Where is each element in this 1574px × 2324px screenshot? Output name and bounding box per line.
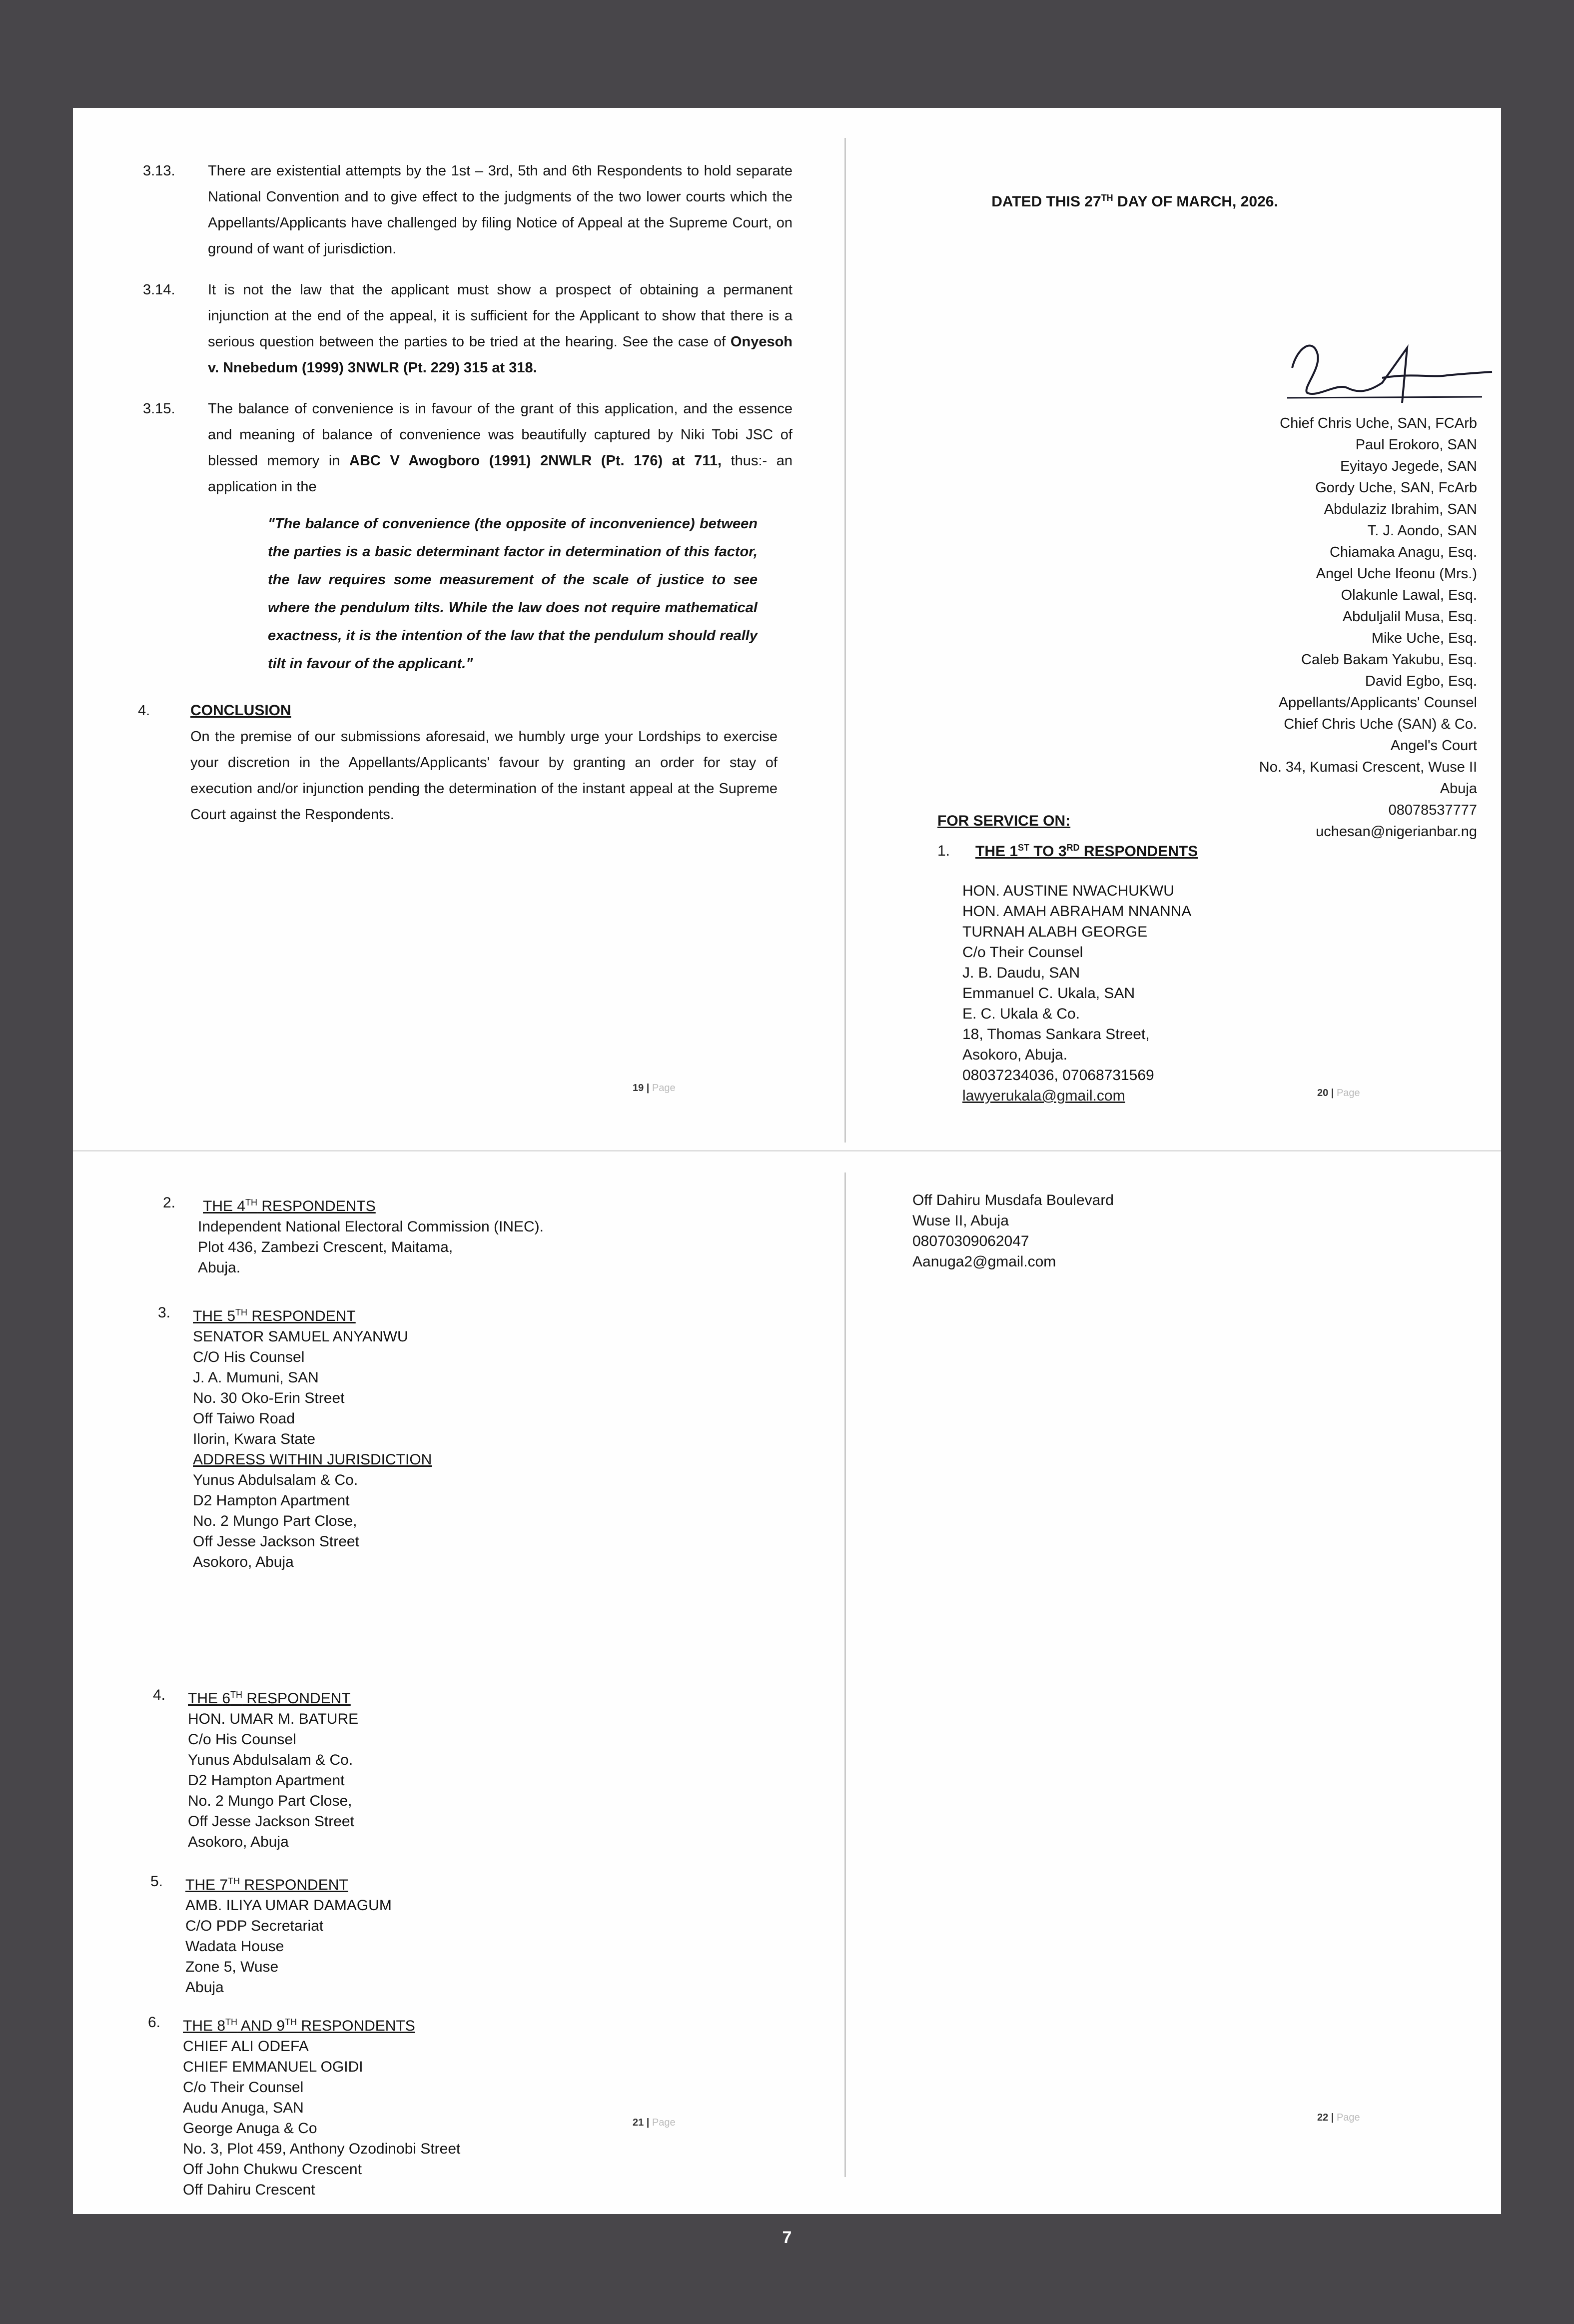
page-number-value: 22 | [1317, 2112, 1334, 2123]
address-line: TURNAH ALABH GEORGE [962, 924, 1148, 940]
paragraph-body: It is not the law that the applicant must show a prospect of obtaining a permanent injunction at the end of the appeal, it is sufficient for the Applicant to show that there is a serious question between the parties to be tried at the hearing. See the case of [208, 282, 792, 350]
respondent-block-6 [148, 2012, 461, 2200]
address-line: No. 30 Oko-Erin Street [193, 1390, 345, 1406]
paragraph-number: 3.15. [143, 401, 175, 417]
counsel-line: Olakunle Lawal, Esq. [1341, 587, 1477, 603]
address-line: Asokoro, Abuja [193, 1554, 294, 1570]
item-number: 6. [148, 2014, 161, 2031]
address-line: Abuja. [198, 1259, 241, 1276]
paragraph-number: 3.13. [143, 163, 175, 179]
counsel-line: Mike Uche, Esq. [1371, 630, 1477, 646]
counsel-line: Abdulaziz Ibrahim, SAN [1324, 501, 1477, 517]
address-line: HON. AMAH ABRAHAM NNANNA [962, 903, 1192, 920]
paragraph-text [173, 396, 792, 500]
address-line: J. B. Daudu, SAN [962, 965, 1080, 981]
viewer-page-number: 7 [782, 2228, 792, 2247]
respondent-title: THE 5TH RESPONDENT [193, 1307, 356, 1324]
for-service-heading: FOR SERVICE ON: [937, 813, 1071, 829]
counsel-line: Abduljalil Musa, Esq. [1342, 609, 1477, 625]
page-number [1317, 2112, 1360, 2124]
address-line: 18, Thomas Sankara Street, [962, 1026, 1150, 1043]
counsel-line: Eyitayo Jegede, SAN [1340, 458, 1477, 474]
address-line: CHIEF ALI ODEFA [183, 2038, 309, 2055]
address-line: Wuse II, Abuja [912, 1212, 1009, 1229]
address-line: D2 Hampton Apartment [193, 1492, 350, 1509]
address-line: 08037234036, 07068731569 [962, 1067, 1154, 1084]
address-line: Off Taiwo Road [193, 1410, 295, 1427]
address-line: Off Jesse Jackson Street [188, 1813, 354, 1830]
address-line: 08070309062047 [912, 1233, 1029, 1249]
respondent-title: THE 4TH RESPONDENTS [203, 1197, 376, 1214]
address-line: Yunus Abdulsalam & Co. [188, 1752, 353, 1768]
address-line: D2 Hampton Apartment [188, 1772, 345, 1789]
email-link[interactable]: lawyerukala@gmail.com [962, 1088, 1125, 1104]
address-line: Asokoro, Abuja. [962, 1047, 1068, 1063]
page-number [633, 1083, 676, 1094]
address-line: C/o His Counsel [188, 1731, 296, 1748]
counsel-line: Angel's Court [1390, 738, 1477, 754]
address-line: George Anuga & Co [183, 2120, 317, 2137]
signature [1282, 328, 1512, 413]
counsel-line: Appellants/Applicants' Counsel [1278, 695, 1477, 711]
address-line: Off Dahiru Crescent [183, 2182, 315, 2198]
paragraph-3-13 [143, 158, 792, 262]
paragraph-text: There are existential attempts by the 1st – 3rd, 5th and 6th Respondents to hold separate National Convention and to give effect to the judgments of the two lower courts which the Appellants/Applicants have challenged by filing Notice of Appeal at the Supreme Court, on ground of want of jurisdiction. [208, 163, 792, 257]
address-line: Independent National Electoral Commission (INEC). [198, 1218, 544, 1235]
address-line: C/o Their Counsel [183, 2079, 304, 2096]
paragraph-3-15 [143, 396, 793, 500]
paragraph-3-14 [143, 277, 793, 381]
address-line: No. 3, Plot 459, Anthony Ozodinobi Street [183, 2141, 461, 2157]
page-label: Page [1336, 2112, 1360, 2123]
counsel-line: Chief Chris Uche (SAN) & Co. [1284, 716, 1477, 732]
counsel-list [1259, 413, 1477, 843]
address-line: C/O His Counsel [193, 1349, 305, 1365]
address-line: Plot 436, Zambezi Crescent, Maitama, [198, 1239, 453, 1255]
page-number-value: 21 | [633, 2117, 650, 2128]
address-line: Zone 5, Wuse [185, 1959, 279, 1975]
paragraph-body: The balance of convenience is in favour of the grant of this application, and the essence and meaning of balance of convenience was beautifully captured by Niki Tobi JSC of blessed memory in [208, 401, 792, 469]
respondent-block-1 [937, 843, 1198, 860]
item-number: 3. [158, 1304, 171, 1321]
paragraph-text [173, 277, 792, 381]
address-line: Asokoro, Abuja [188, 1834, 289, 1850]
page-label: Page [1336, 1088, 1360, 1099]
counsel-line: Gordy Uche, SAN, FcArb [1315, 480, 1477, 496]
address-line: SENATOR SAMUEL ANYANWU [193, 1328, 408, 1345]
case-citation: Onyesoh v. Nnebedum (1999) 3NWLR (Pt. 229) 315 at 318. [208, 334, 793, 376]
respondent-address [962, 881, 1191, 1106]
address-line: C/O PDP Secretariat [185, 1918, 324, 1934]
paragraph-number: 3.14. [143, 282, 175, 298]
respondent-title: THE 7TH RESPONDENT [185, 1876, 348, 1893]
respondent-title: THE 1ST TO 3RD RESPONDENTS [975, 843, 1198, 860]
address-line: Emmanuel C. Ukala, SAN [962, 985, 1135, 1002]
page-number [633, 2117, 676, 2129]
block-quote: "The balance of convenience (the opposite of inconvenience) between the parties is a basic determinant factor in determination of this factor, the law requires some measurement of the scale of justice to see where the pendulum tilts. While the law does not require mathematical exactness, it is the intention of the law that the pendulum should really tilt in favour of the applicant." [268, 516, 758, 672]
address-line: Ilorin, Kwara State [193, 1431, 316, 1447]
address-line: No. 2 Mungo Part Close, [188, 1793, 352, 1809]
page-divider [844, 1172, 846, 2177]
page-20 [862, 193, 1477, 1143]
address-line: Off Jesse Jackson Street [193, 1533, 359, 1550]
address-line: AMB. ILIYA UMAR DAMAGUM [185, 1897, 392, 1914]
jurisdiction-heading: ADDRESS WITHIN JURISDICTION [193, 1451, 432, 1468]
respondent-title: THE 6TH RESPONDENT [188, 1690, 351, 1707]
document-sheet [73, 108, 1501, 2214]
counsel-line: Angel Uche Ifeonu (Mrs.) [1316, 566, 1477, 582]
page-label: Page [652, 1083, 676, 1094]
address-line: Abuja [185, 1979, 224, 1996]
counsel-line: Chief Chris Uche, SAN, FCArb [1280, 415, 1477, 431]
address-line: CHIEF EMMANUEL OGIDI [183, 2059, 363, 2075]
counsel-line: T. J. Aondo, SAN [1367, 523, 1477, 539]
item-number: 1. [937, 843, 950, 859]
address-line: J. A. Mumuni, SAN [193, 1369, 319, 1386]
counsel-line: No. 34, Kumasi Crescent, Wuse II [1259, 759, 1477, 775]
address-line: Off Dahiru Musdafa Boulevard [912, 1192, 1114, 1208]
address-line: Yunus Abdulsalam & Co. [193, 1472, 358, 1488]
page-number-value: 20 | [1317, 1088, 1334, 1099]
respondent-block-4 [153, 1685, 359, 1852]
page-19 [138, 158, 793, 843]
address-line: C/o Their Counsel [962, 944, 1083, 961]
address-line: No. 2 Mungo Part Close, [193, 1513, 357, 1529]
page-number [1317, 1088, 1360, 1099]
date-line: DATED THIS 27TH DAY OF MARCH, 2026. [991, 193, 1278, 210]
counsel-line: Chiamaka Anagu, Esq. [1329, 544, 1477, 560]
counsel-line: uchesan@nigerianbar.ng [1316, 824, 1477, 840]
respondent-title: THE 8TH AND 9TH RESPONDENTS [183, 2017, 415, 2034]
page-label: Page [652, 2117, 676, 2128]
conclusion-section [138, 698, 792, 828]
address-line: Audu Anuga, SAN [183, 2100, 304, 2116]
paragraph-body: thus:- an application in the [208, 453, 793, 495]
address-continuation [912, 1190, 1462, 1272]
page-number-value: 19 | [633, 1083, 650, 1094]
case-citation: ABC V Awogboro (1991) 2NWLR (Pt. 176) at 711, [349, 453, 722, 469]
page-22 [912, 1190, 1462, 1272]
section-number: 4. [138, 703, 150, 719]
address-line: Aanuga2@gmail.com [912, 1253, 1056, 1270]
respondent-block-3 [158, 1302, 432, 1572]
counsel-line: Paul Erokoro, SAN [1355, 437, 1477, 453]
address-line: E. C. Ukala & Co. [962, 1006, 1080, 1022]
conclusion-text: On the premise of our submissions aforesaid, we humbly urge your Lordships to exercise your discretion in the Appellants/Applicants' favour by granting an order for stay of execution and/or injunction pending the determination of the instant appeal at the Supreme Court against the Respondents. [190, 729, 778, 823]
conclusion-heading: CONCLUSION [190, 702, 291, 719]
address-line: Off John Chukwu Crescent [183, 2161, 362, 2178]
counsel-line: David Egbo, Esq. [1365, 673, 1477, 689]
item-number: 5. [150, 1873, 163, 1890]
item-number: 4. [153, 1687, 166, 1703]
counsel-line: Abuja [1440, 781, 1477, 797]
page-divider [73, 1150, 1501, 1152]
item-number: 2. [163, 1194, 176, 1211]
page-divider [844, 138, 846, 1143]
counsel-line: Caleb Bakam Yakubu, Esq. [1301, 652, 1477, 668]
respondent-block-5 [150, 1871, 392, 1998]
address-line: HON. AUSTINE NWACHUKWU [962, 883, 1174, 899]
counsel-line: 08078537777 [1388, 802, 1477, 818]
address-line: Wadata House [185, 1938, 284, 1955]
address-line: HON. UMAR M. BATURE [188, 1711, 359, 1727]
respondent-block-2 [163, 1192, 544, 1278]
